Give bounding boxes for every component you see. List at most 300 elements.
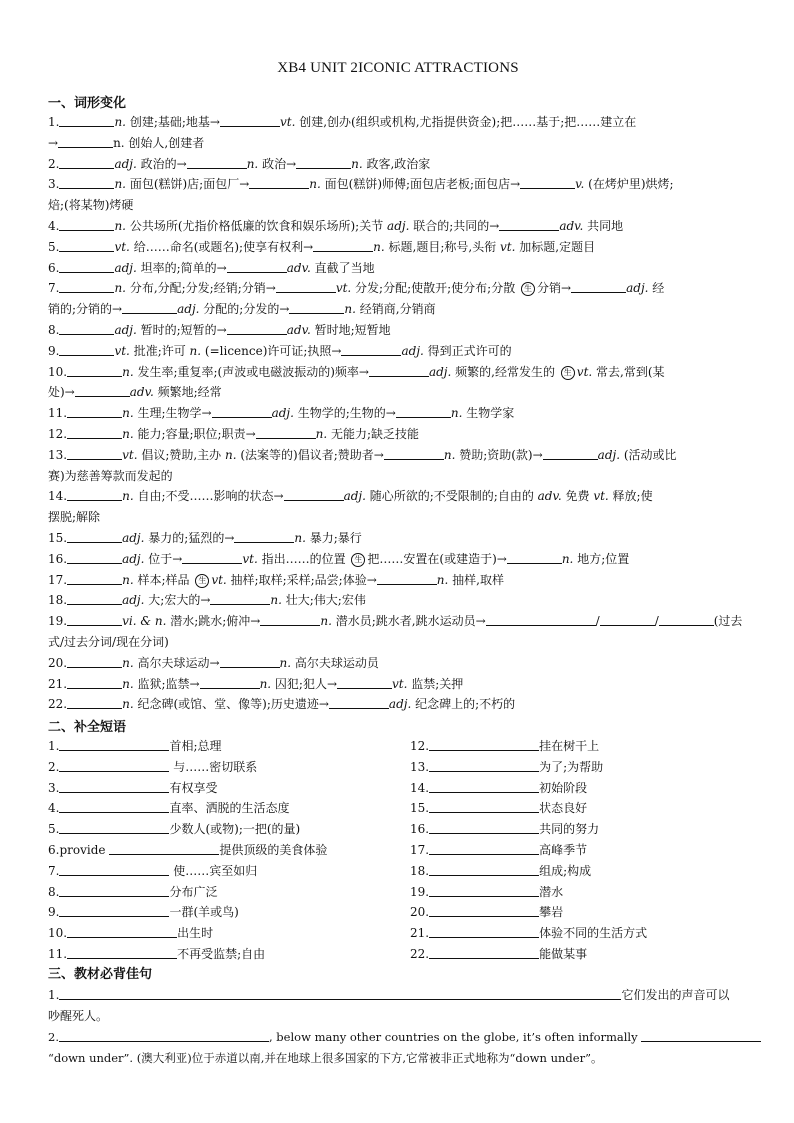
definition-text: 面包(糕饼)师傅;面包店老板;面包店→	[324, 177, 521, 192]
part-of-speech: vt.	[279, 115, 300, 129]
item-number: 11.	[48, 406, 68, 421]
item-number: 17.	[48, 572, 68, 587]
definition-text: 销的;分销的→	[48, 302, 123, 317]
page-title: XB4 UNIT 2ICONIC ATTRACTIONS	[277, 60, 519, 76]
item-number: 10.	[48, 364, 68, 379]
answer-blank[interactable]	[67, 925, 177, 938]
answer-blank[interactable]	[59, 239, 114, 252]
sentence-number: 1.	[48, 988, 60, 1002]
vocab-item	[48, 403, 748, 424]
answer-blank[interactable]	[59, 759, 169, 772]
answer-blank[interactable]	[67, 447, 122, 460]
definition-text: 暴力的;猛烈的→	[148, 531, 235, 545]
answer-blank[interactable]	[429, 800, 539, 813]
answer-blank[interactable]	[59, 343, 114, 356]
item-number: 16.	[410, 822, 430, 837]
part-of-speech: n.	[189, 343, 205, 358]
phrase-item	[410, 757, 603, 778]
section-heading-word-forms: 一、词形变化	[48, 96, 127, 111]
vocab-item	[48, 549, 748, 570]
answer-blank[interactable]	[59, 780, 169, 793]
phrase-meaning: 有权享受	[169, 780, 218, 795]
sentence-text: , below many other countries on the globe, it’s often informally	[268, 1030, 638, 1044]
answer-blank[interactable]	[541, 613, 596, 626]
vocab-item	[48, 320, 748, 341]
vocab-item	[48, 674, 748, 695]
phrase-meaning: 少数人(或物);一把(的量)	[169, 822, 301, 837]
phrase-meaning: 出生时	[177, 926, 214, 941]
section-heading-sentences: 三、教材必背佳句	[48, 967, 153, 982]
vocab-item	[48, 341, 748, 362]
item-number: 15.	[410, 801, 430, 816]
item-number: 3.	[48, 177, 60, 192]
definition-text: 高尔夫球运动员	[294, 655, 379, 670]
definition-text: 纪念碑(或馆、堂、像等);历史遗迹→	[137, 697, 329, 712]
answer-blank[interactable]	[329, 696, 389, 709]
answer-blank[interactable]	[337, 676, 392, 689]
item-number: 18.	[48, 593, 68, 608]
answer-blank[interactable]	[67, 488, 122, 501]
answer-blank[interactable]	[200, 676, 260, 689]
answer-blank[interactable]	[429, 863, 539, 876]
part-of-speech: n.	[351, 156, 367, 171]
arrow: →	[48, 135, 59, 150]
answer-blank[interactable]	[67, 655, 122, 668]
phrase-meaning: 状态良好	[539, 801, 588, 816]
item-number: 21.	[410, 926, 430, 941]
answer-blank[interactable]	[220, 655, 280, 668]
definition-text: 高尔夫球运动→	[137, 655, 220, 670]
answer-blank[interactable]	[641, 1029, 761, 1042]
answer-blank[interactable]	[58, 135, 113, 148]
vocab-item-continued	[48, 382, 748, 403]
answer-blank[interactable]	[122, 301, 177, 314]
answer-blank[interactable]	[600, 613, 655, 626]
answer-blank[interactable]	[227, 322, 287, 335]
phrase-item	[410, 819, 599, 840]
circled-mark-icon: 生	[561, 366, 575, 380]
part-of-speech: adj.	[114, 156, 141, 171]
definition-text: 囚犯;犯人→	[274, 676, 338, 691]
answer-blank[interactable]	[59, 738, 169, 751]
phrase-meaning: 组成;构成	[539, 863, 592, 878]
item-number: 3.	[48, 780, 60, 795]
answer-blank[interactable]	[429, 946, 539, 959]
vocab-item	[48, 424, 748, 445]
item-number: 9.	[48, 905, 60, 920]
part-of-speech: n.	[315, 427, 331, 441]
vocab-item-continued	[48, 507, 748, 528]
answer-blank[interactable]	[313, 239, 373, 252]
part-of-speech: vt.	[211, 572, 231, 587]
part-of-speech: adv.	[537, 489, 566, 504]
answer-blank[interactable]	[284, 488, 344, 501]
answer-blank[interactable]	[59, 904, 169, 917]
part-of-speech: vt.	[242, 551, 262, 566]
definition-text: 暂时的;短暂的→	[140, 323, 227, 337]
vocab-item-continued	[48, 466, 748, 487]
answer-blank[interactable]	[67, 426, 122, 439]
definition-text: 分发;分配;使散开;使分布;分散	[355, 281, 520, 296]
phrase-item	[48, 902, 239, 923]
answer-blank[interactable]	[377, 572, 437, 585]
part-of-speech: n.	[114, 177, 130, 192]
definition-text: 批准;许可	[133, 343, 190, 358]
vocab-item-continued	[48, 632, 748, 653]
definition-text: 样本;样品	[137, 572, 194, 587]
answer-blank[interactable]	[67, 592, 122, 605]
item-number: 17.	[410, 843, 430, 857]
answer-blank[interactable]	[67, 405, 122, 418]
item-number: 2.	[48, 759, 60, 774]
part-of-speech: n.	[122, 406, 138, 421]
answer-blank[interactable]	[543, 447, 598, 460]
phrase-meaning: 潜水	[539, 884, 564, 899]
phrase-meaning: 一群(羊或鸟)	[169, 905, 239, 920]
answer-blank[interactable]	[396, 405, 451, 418]
definition-text: 给……命名(或题名);使享有权利→	[133, 239, 314, 254]
definition-text: 生理;生物学→	[137, 406, 212, 421]
answer-blank[interactable]	[429, 759, 539, 772]
definition-text: (法案等的)倡议者;赞助者→	[240, 447, 384, 462]
vocab-item-continued	[48, 299, 748, 320]
phrase-meaning: 不再受监禁;自由	[177, 947, 266, 961]
vocab-item	[48, 611, 748, 632]
vocab-item-continued	[48, 133, 748, 154]
part-of-speech: adj.	[122, 551, 149, 566]
item-number: 18.	[410, 863, 430, 878]
item-number: 20.	[410, 905, 430, 920]
part-of-speech: n.	[279, 655, 295, 670]
item-number: 19.	[410, 884, 430, 899]
vocab-item	[48, 570, 748, 591]
answer-blank[interactable]	[289, 301, 344, 314]
answer-blank[interactable]	[59, 863, 169, 876]
answer-blank[interactable]	[182, 551, 242, 564]
part-of-speech: adj.	[597, 447, 624, 462]
answer-blank[interactable]	[520, 176, 575, 189]
part-of-speech: n.	[122, 697, 138, 712]
item-number: 12.	[410, 739, 430, 753]
definition-text: 释放;使	[612, 489, 653, 504]
definition-text: n. 创始人,创建者	[113, 135, 205, 150]
answer-blank[interactable]	[659, 613, 714, 626]
phrase-item	[48, 840, 327, 861]
definition-text: 常去,常到(某	[596, 364, 665, 379]
separator: /	[654, 614, 659, 629]
definition-text: 标题,题目;称号,头衔	[388, 239, 501, 254]
vocab-item	[48, 362, 748, 383]
definition-text: 共同地	[587, 219, 624, 233]
part-of-speech: n.	[122, 655, 138, 670]
phrase-item	[48, 757, 257, 778]
answer-blank[interactable]	[59, 821, 169, 834]
item-number: 2.	[48, 156, 60, 171]
answer-blank[interactable]	[67, 551, 122, 564]
phrase-meaning: 直率、洒脱的生活态度	[169, 801, 290, 816]
definition-text: 政客,政治家	[366, 156, 431, 171]
part-of-speech: adj.	[343, 489, 370, 504]
answer-blank[interactable]	[59, 987, 621, 1000]
answer-blank[interactable]	[67, 530, 122, 543]
definition-text: 生物学的;生物的→	[297, 406, 396, 421]
answer-blank[interactable]	[67, 946, 177, 959]
definition-text: 频繁地;经常	[157, 385, 222, 400]
definition-text: 暴力;暴行	[309, 531, 362, 545]
definition-text: 分配的;分发的→	[203, 302, 290, 317]
answer-blank[interactable]	[429, 780, 539, 793]
item-number: 8.	[48, 884, 60, 899]
sentence-1-continued: 吵醒死人。	[48, 1009, 109, 1023]
phrase-item	[48, 882, 217, 903]
vocab-item	[48, 237, 748, 258]
definition-text: 频繁的,经常发生的	[455, 364, 559, 379]
part-of-speech: n.	[561, 551, 578, 566]
answer-blank[interactable]	[67, 364, 122, 377]
definition-text: 大;宏大的→	[148, 593, 211, 608]
answer-blank[interactable]	[67, 676, 122, 689]
phrase-item	[410, 923, 647, 944]
phrase-item	[48, 798, 289, 819]
definition-text: 政治的→	[140, 156, 187, 171]
item-number: 15.	[48, 531, 68, 545]
part-of-speech: adv.	[129, 385, 158, 400]
answer-blank[interactable]	[59, 218, 114, 231]
answer-blank[interactable]	[67, 696, 122, 709]
sentence-number: 2.	[48, 1030, 59, 1044]
part-of-speech: vt.	[500, 239, 520, 254]
part-of-speech: vt.	[122, 447, 142, 462]
definition-text: 发生率;重复率;(声波或电磁波振动的)频率→	[137, 364, 369, 379]
definition-text: 政治→	[262, 156, 297, 171]
item-number: 11.	[48, 947, 68, 961]
part-of-speech: vt.	[392, 676, 412, 691]
part-of-speech: vt.	[576, 364, 597, 379]
item-number: 7.	[48, 863, 60, 878]
part-of-speech: n.	[443, 447, 460, 462]
definition-text: 潜水;跳水;俯冲→	[170, 614, 261, 629]
answer-blank[interactable]	[212, 405, 272, 418]
phrase-item	[48, 923, 213, 944]
definition-text: 地方;位置	[577, 551, 630, 566]
definition-text: 直截了当地	[314, 260, 375, 275]
part-of-speech: n.	[373, 239, 389, 254]
part-of-speech: n.	[122, 427, 138, 441]
circled-mark-icon: 生	[351, 553, 365, 567]
part-of-speech: vt.	[593, 489, 613, 504]
answer-blank[interactable]	[429, 842, 539, 855]
phrase-item	[410, 882, 563, 903]
answer-blank[interactable]	[59, 176, 114, 189]
phrase-item	[410, 902, 563, 923]
item-number: 4.	[48, 219, 60, 233]
vocab-item	[48, 112, 748, 133]
answer-blank[interactable]	[220, 114, 280, 127]
phrase-meaning: 使……宾至如归	[169, 863, 258, 878]
item-number: 13.	[48, 447, 68, 462]
definition-text: 分销→	[537, 281, 572, 296]
answer-blank[interactable]	[429, 738, 539, 751]
vocab-item	[48, 653, 748, 674]
phrase-meaning: 与……密切联系	[169, 759, 258, 774]
answer-blank[interactable]	[249, 176, 309, 189]
definition-text: 面包(糕饼)店;面包厂→	[129, 177, 250, 192]
definition-text: 能力;容量;职位;职责→	[137, 427, 256, 441]
phrase-item	[48, 819, 300, 840]
answer-blank[interactable]	[67, 613, 122, 626]
part-of-speech: n.	[114, 281, 130, 296]
answer-blank[interactable]	[59, 114, 114, 127]
item-number: 13.	[410, 759, 430, 774]
answer-blank[interactable]	[507, 551, 562, 564]
definition-text: 创建;基础;地基→	[129, 115, 220, 129]
vocab-item	[48, 278, 748, 299]
answer-blank[interactable]	[341, 343, 401, 356]
answer-blank[interactable]	[59, 1029, 269, 1042]
vocab-item	[48, 694, 748, 715]
part-of-speech: adj.	[114, 260, 141, 275]
phrase-meaning: 能做某事	[539, 947, 588, 961]
part-of-speech: adj.	[122, 593, 149, 608]
part-of-speech: n.	[309, 177, 325, 192]
phrase-item	[410, 840, 587, 861]
phrase-meaning: 高峰季节	[539, 843, 588, 857]
definition-text: 抽样,取样	[452, 572, 504, 587]
answer-blank[interactable]	[109, 842, 219, 855]
answer-blank[interactable]	[227, 260, 287, 273]
item-number: 8.	[48, 323, 60, 337]
item-number: 5.	[48, 822, 60, 837]
definition-text: 监禁;关押	[411, 676, 464, 691]
phrase-item	[410, 778, 587, 799]
answer-blank[interactable]	[296, 156, 351, 169]
definition-text: 无能力;缺乏技能	[331, 427, 420, 441]
item-number: 16.	[48, 551, 68, 566]
item-number: 14.	[410, 780, 430, 795]
part-of-speech: n.	[122, 364, 138, 379]
answer-blank[interactable]	[59, 884, 169, 897]
item-number: 10.	[48, 926, 68, 941]
definition-text: 随心所欲的;不受限制的;自由的	[369, 489, 538, 504]
definition-text: 监狱;监禁→	[137, 676, 200, 691]
part-of-speech: n.	[122, 572, 138, 587]
part-of-speech: n.	[436, 572, 453, 587]
answer-blank[interactable]	[256, 426, 316, 439]
part-of-speech: adv.	[559, 219, 588, 233]
definition-text: 倡议;赞助,主办	[141, 447, 226, 462]
definition-text: 经	[652, 281, 665, 296]
definition-text: 得到正式许可的	[427, 343, 512, 358]
part-of-speech: adj.	[388, 697, 416, 712]
definition-text: 位于→	[148, 551, 183, 566]
part-of-speech: adj.	[387, 219, 414, 233]
item-number: 22.	[48, 697, 68, 712]
answer-blank[interactable]	[429, 821, 539, 834]
answer-blank[interactable]	[499, 218, 559, 231]
answer-blank[interactable]	[429, 904, 539, 917]
answer-blank[interactable]	[429, 925, 539, 938]
answer-blank[interactable]	[59, 322, 114, 335]
phrase-meaning: 体验不同的生活方式	[539, 926, 648, 941]
definition-text: 赞助;资助(款)→	[459, 447, 543, 462]
part-of-speech: adv.	[286, 260, 315, 275]
section-heading-phrases: 二、补全短语	[48, 720, 127, 735]
vocab-item	[48, 174, 748, 195]
part-of-speech: adj.	[122, 531, 149, 545]
answer-blank[interactable]	[276, 280, 336, 293]
answer-blank[interactable]	[486, 613, 541, 626]
answer-blank[interactable]	[75, 384, 130, 397]
phrase-item	[48, 944, 265, 965]
answer-blank[interactable]	[429, 884, 539, 897]
sentence-2	[48, 1027, 748, 1048]
definition-text: 指出……的位置	[261, 551, 350, 566]
part-of-speech: vt.	[335, 281, 356, 296]
circled-mark-icon: 生	[521, 282, 535, 296]
phrase-item	[48, 861, 257, 882]
definition-text: 把……安置在(或建造于)→	[367, 551, 507, 566]
answer-blank[interactable]	[59, 280, 114, 293]
definition-text: 纪念碑上的;不朽的	[415, 697, 516, 712]
answer-blank[interactable]	[384, 447, 444, 460]
item-number: 20.	[48, 655, 68, 670]
definition-text: 式/过去分词/现在分词)	[48, 635, 169, 649]
answer-blank[interactable]	[260, 613, 320, 626]
item-number: 21.	[48, 676, 68, 691]
definition-text: 创建,创办(组织或机构,尤指提供资金);把……基于;把……建立在	[299, 115, 637, 129]
part-of-speech: n.	[320, 614, 336, 629]
phrase-item	[410, 736, 599, 757]
definition-text: (=licence)许可证;执照→	[204, 343, 342, 358]
part-of-speech: adv.	[286, 323, 315, 337]
item-number: 12.	[48, 427, 68, 441]
item-number: 5.	[48, 239, 60, 254]
phrase-meaning: 首相;总理	[169, 739, 222, 753]
answer-blank[interactable]	[369, 364, 429, 377]
part-of-speech: vt.	[114, 239, 134, 254]
answer-blank[interactable]	[571, 280, 626, 293]
part-of-speech: adj.	[114, 323, 141, 337]
answer-blank[interactable]	[234, 530, 294, 543]
circled-mark-icon: 生	[195, 574, 209, 588]
answer-blank[interactable]	[210, 592, 270, 605]
definition-text: 暂时地;短暂地	[314, 323, 391, 337]
definition-text: 潜水员;跳水者,跳水运动员→	[335, 614, 486, 629]
phrase-item	[48, 736, 222, 757]
part-of-speech: n.	[259, 676, 275, 691]
sentence-1	[48, 985, 748, 1006]
definition-text: 生物学家	[466, 406, 515, 421]
item-number: 1.	[48, 739, 60, 753]
answer-blank[interactable]	[67, 572, 122, 585]
part-of-speech: n.	[114, 115, 130, 129]
answer-blank[interactable]	[187, 156, 247, 169]
definition-text: 焙;(将某物)烤硬	[48, 198, 134, 213]
phrase-meaning: 提供顶级的美食体验	[219, 843, 328, 857]
definition-text: 经销商,分销商	[359, 302, 436, 317]
answer-blank[interactable]	[59, 800, 169, 813]
part-of-speech: adj.	[428, 364, 456, 379]
answer-blank[interactable]	[59, 156, 114, 169]
item-number: 14.	[48, 489, 68, 504]
part-of-speech: adj.	[401, 343, 428, 358]
item-number: 22.	[410, 947, 430, 961]
vocab-item	[48, 528, 748, 549]
phrase-meaning: 初始阶段	[539, 780, 588, 795]
vocab-item	[48, 590, 748, 611]
answer-blank[interactable]	[59, 260, 114, 273]
definition-text: 摆脱;解除	[48, 510, 101, 525]
